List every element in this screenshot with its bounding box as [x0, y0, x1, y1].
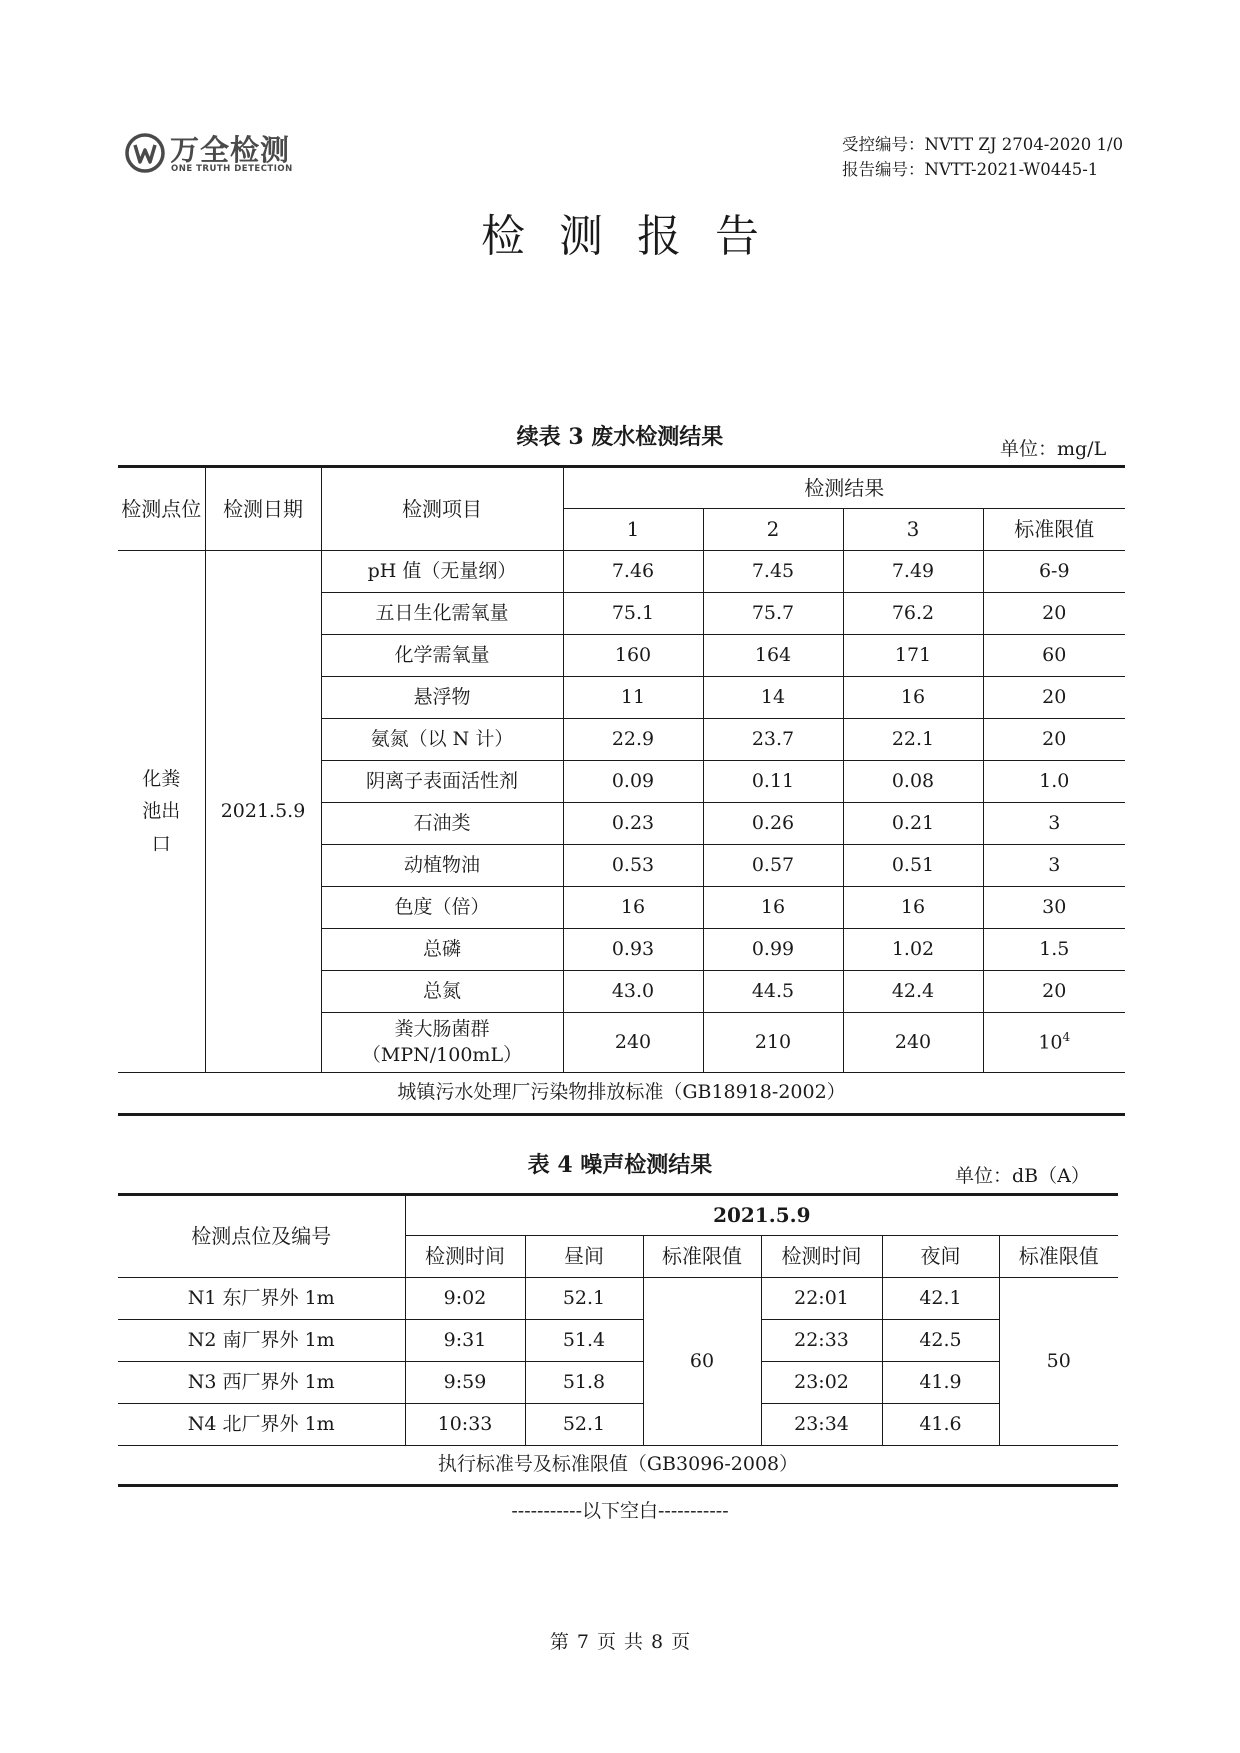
time-cell: 23:34 [761, 1404, 882, 1446]
limit-base: 10 [1038, 1031, 1063, 1054]
item-cell: 色度（倍） [321, 887, 563, 929]
limit-cell: 20 [983, 677, 1125, 719]
value-cell: 42.5 [882, 1320, 999, 1362]
limit-cell: 3 [983, 803, 1125, 845]
value-cell: 0.26 [703, 803, 843, 845]
time-cell: 23:02 [761, 1362, 882, 1404]
value-cell: 43.0 [563, 971, 703, 1013]
site-cell: N4 北厂界外 1m [118, 1404, 405, 1446]
item-cell: 氨氮（以 N 计） [321, 719, 563, 761]
header-item: 检测项目 [321, 467, 563, 551]
value-cell: 240 [843, 1013, 983, 1073]
value-cell: 171 [843, 635, 983, 677]
value-cell: 1.02 [843, 929, 983, 971]
value-cell: 0.53 [563, 845, 703, 887]
site-cell: 化粪池出口 [118, 551, 205, 1073]
table3-caption: 续表 3 废水检测结果 [516, 424, 724, 450]
value-cell: 75.1 [563, 593, 703, 635]
item-cell [321, 1013, 563, 1073]
header-date: 2021.5.9 [405, 1195, 1118, 1236]
table4-standard: 执行标准号及标准限值（GB3096-2008） [118, 1446, 1118, 1486]
report-number: 报告编号：NVTT-2021-W0445-1 [842, 160, 1099, 179]
item-cell: 总磷 [321, 929, 563, 971]
table4-unit: 单位：dB（A） [955, 1165, 1090, 1187]
header-site: 检测点位及编号 [118, 1195, 405, 1278]
logo-name: 万全检测 [170, 133, 291, 167]
time-cell: 9:59 [405, 1362, 525, 1404]
value-cell: 11 [563, 677, 703, 719]
item-cell: 五日生化需氧量 [321, 593, 563, 635]
value-cell: 51.8 [525, 1362, 643, 1404]
table4-caption: 表 4 噪声检测结果 [527, 1152, 713, 1178]
page-number: 第 7 页 共 8 页 [549, 1631, 691, 1653]
header-col-1: 1 [563, 509, 703, 551]
value-cell: 22.1 [843, 719, 983, 761]
value-cell: 0.51 [843, 845, 983, 887]
table-row [118, 551, 1125, 593]
item-cell: 悬浮物 [321, 677, 563, 719]
time-cell: 9:02 [405, 1278, 525, 1320]
value-cell: 0.99 [703, 929, 843, 971]
table-row [118, 1362, 1118, 1404]
value-cell: 7.45 [703, 551, 843, 593]
time-cell: 10:33 [405, 1404, 525, 1446]
header-date: 检测日期 [205, 467, 321, 551]
table-row [118, 1278, 1118, 1320]
limit-cell: 6-9 [983, 551, 1125, 593]
value-cell: 210 [703, 1013, 843, 1073]
header-time-night: 检测时间 [761, 1236, 882, 1278]
limit-cell: 1.5 [983, 929, 1125, 971]
site-cell: N2 南厂界外 1m [118, 1320, 405, 1362]
item-cell: 化学需氧量 [321, 635, 563, 677]
header-col-2: 2 [703, 509, 843, 551]
item-line-2: （MPN/100mL） [361, 1043, 523, 1066]
value-cell: 0.21 [843, 803, 983, 845]
limit-day-cell: 60 [643, 1278, 761, 1446]
header-limit: 标准限值 [983, 509, 1125, 551]
value-cell: 22.9 [563, 719, 703, 761]
value-cell: 42.4 [843, 971, 983, 1013]
value-cell: 14 [703, 677, 843, 719]
value-cell: 0.23 [563, 803, 703, 845]
site-cell: N3 西厂界外 1m [118, 1362, 405, 1404]
date-cell: 2021.5.9 [205, 551, 321, 1073]
limit-exponent: 4 [1062, 1030, 1071, 1045]
value-cell: 0.93 [563, 929, 703, 971]
logo-subtitle: ONE TRUTH DETECTION [171, 164, 293, 174]
limit-cell: 1.0 [983, 761, 1125, 803]
limit-night-cell: 50 [999, 1278, 1118, 1446]
header-limit-night: 标准限值 [999, 1236, 1118, 1278]
value-cell: 41.9 [882, 1362, 999, 1404]
item-cell: 总氮 [321, 971, 563, 1013]
value-cell: 160 [563, 635, 703, 677]
value-cell: 0.11 [703, 761, 843, 803]
wastewater-table [118, 465, 1125, 1116]
limit-cell: 20 [983, 971, 1125, 1013]
item-cell: 动植物油 [321, 845, 563, 887]
value-cell: 75.7 [703, 593, 843, 635]
header-results: 检测结果 [563, 467, 1125, 509]
value-cell: 51.4 [525, 1320, 643, 1362]
page-title: 检测报告 [481, 211, 793, 262]
table3-unit: 单位：mg/L [1000, 438, 1107, 460]
value-cell: 16 [843, 677, 983, 719]
header-limit-day: 标准限值 [643, 1236, 761, 1278]
limit-cell: 20 [983, 719, 1125, 761]
table-row [118, 1404, 1118, 1446]
value-cell: 44.5 [703, 971, 843, 1013]
value-cell: 7.49 [843, 551, 983, 593]
limit-cell: 20 [983, 593, 1125, 635]
control-number: 受控编号：NVTT ZJ 2704-2020 1/0 [842, 135, 1124, 154]
value-cell: 0.09 [563, 761, 703, 803]
company-logo [124, 128, 314, 176]
noise-table [118, 1193, 1118, 1487]
value-cell: 164 [703, 635, 843, 677]
limit-cell: 3 [983, 845, 1125, 887]
value-cell: 23.7 [703, 719, 843, 761]
header-col-3: 3 [843, 509, 983, 551]
header-night: 夜间 [882, 1236, 999, 1278]
value-cell: 52.1 [525, 1404, 643, 1446]
time-cell: 22:33 [761, 1320, 882, 1362]
wt-circle-logo-icon [124, 132, 166, 174]
value-cell: 16 [703, 887, 843, 929]
value-cell: 52.1 [525, 1278, 643, 1320]
value-cell: 16 [843, 887, 983, 929]
limit-cell [983, 1013, 1125, 1073]
limit-cell: 30 [983, 887, 1125, 929]
value-cell: 16 [563, 887, 703, 929]
value-cell: 7.46 [563, 551, 703, 593]
time-cell: 22:01 [761, 1278, 882, 1320]
limit-cell: 60 [983, 635, 1125, 677]
site-cell: N1 东厂界外 1m [118, 1278, 405, 1320]
item-line-1: 粪大肠菌群 [394, 1017, 490, 1040]
value-cell: 0.57 [703, 845, 843, 887]
value-cell: 42.1 [882, 1278, 999, 1320]
value-cell: 0.08 [843, 761, 983, 803]
table-row [118, 1320, 1118, 1362]
value-cell: 240 [563, 1013, 703, 1073]
end-marker: -----------以下空白----------- [511, 1500, 729, 1522]
item-cell: pH 值（无量纲） [321, 551, 563, 593]
table3-standard: 城镇污水处理厂污染物排放标准（GB18918-2002） [118, 1073, 1125, 1115]
item-cell: 石油类 [321, 803, 563, 845]
header-time-day: 检测时间 [405, 1236, 525, 1278]
header-site: 检测点位 [118, 467, 205, 551]
time-cell: 9:31 [405, 1320, 525, 1362]
item-cell: 阴离子表面活性剂 [321, 761, 563, 803]
value-cell: 76.2 [843, 593, 983, 635]
header-day: 昼间 [525, 1236, 643, 1278]
value-cell: 41.6 [882, 1404, 999, 1446]
